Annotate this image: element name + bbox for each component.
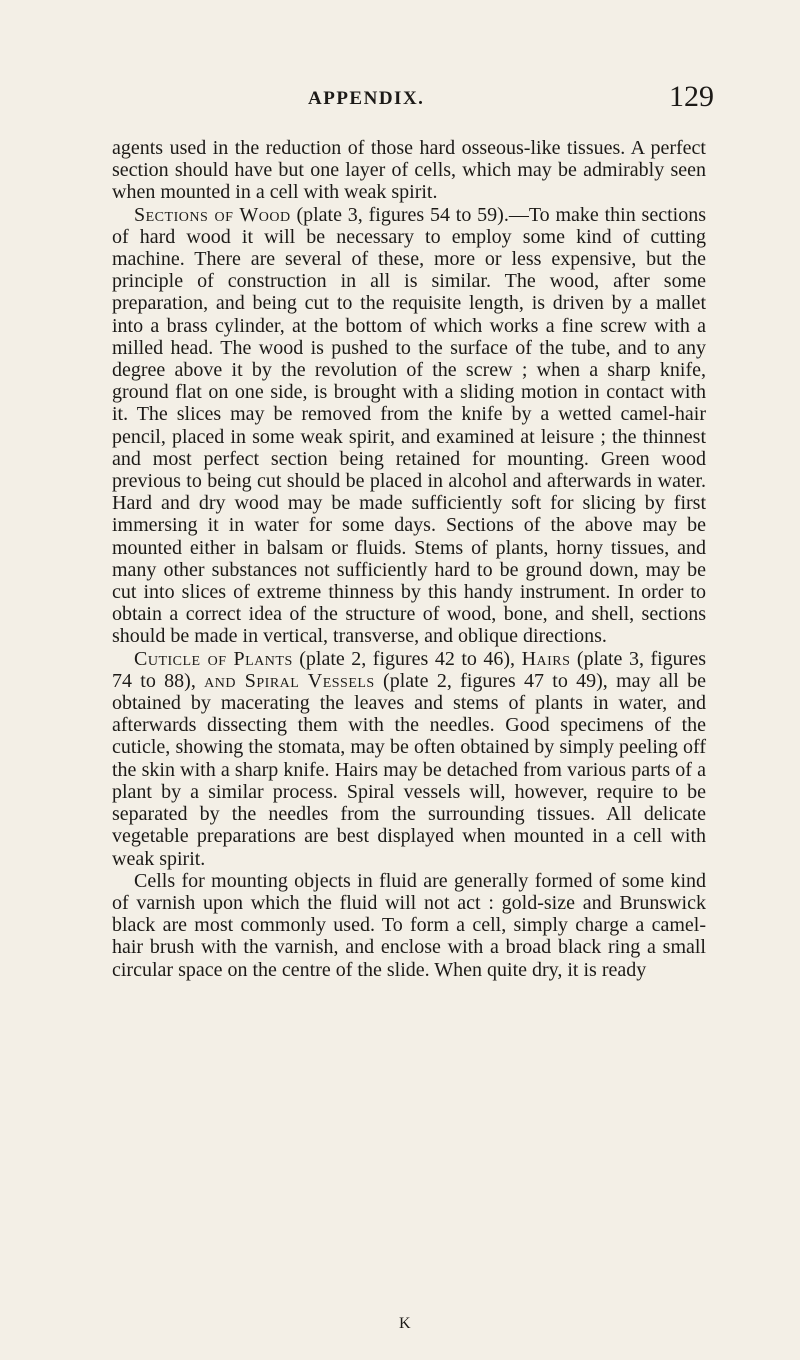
page-number: 129 xyxy=(669,80,714,113)
section-heading: Cuticle of Plants xyxy=(134,647,293,670)
section-heading: Sections of Wood xyxy=(134,203,291,226)
paragraph-sections-of-wood xyxy=(112,204,706,648)
body-text xyxy=(112,137,706,981)
signature-mark: K xyxy=(399,1315,411,1332)
paragraph-1 xyxy=(112,137,706,204)
paragraph-text: (plate 2, figures 47 to 49), may all be obtained by macerating the leaves and stems of plants in water, and afterwards dissecting them with the needles. Good specimens of the cuticle, showing the stomata, may be often obtained by simply peeling off the skin with a sharp knife. Hairs may be detached from various parts of a plant by a similar process. Spiral vessels will, however, require to be separated by the needles from the surrounding tissues. All delicate vegetable preparations are best displayed when mounted in a cell with weak spirit. xyxy=(112,669,707,870)
paragraph-cuticle-of-plants xyxy=(112,648,706,870)
paragraph-text: Cells for mounting objects in fluid are generally formed of some kind of varnish upon which the fluid will not act : gold-size and Brunswick black are most commonly used. To form a cell, simply charge a camel-hair brush with the varnish, and enclose with a broad black ring a small circular space on the centre of the slide. When quite dry, it is ready xyxy=(112,869,706,981)
paragraph-text: agents used in the reduction of those hard osseous-like tissues. A perfect section should have but one layer of cells, which may be admirably seen when mounted in a cell with weak spirit. xyxy=(112,137,706,204)
page-header xyxy=(112,80,720,126)
paragraph-text: (plate 3, figures 74 to 88), xyxy=(112,647,706,692)
section-heading: and Spiral Vessels xyxy=(204,669,375,692)
paragraph-text: (plate 3, figures 54 to 59).—To make thin sections of hard wood it will be necessary to employ some kind of cutting machine. There are several of these, more or less expensive, but the principle of construction in all is similar. The wood, after some preparation, and being cut to the requisite length, is driven by a mallet into a brass cylinder, at the bottom of which works a fine screw with a milled head. The wood is pushed to the surface of the tube, and to any degree above it by the revolution of the screw ; when a sharp knife, ground flat on one side, is brought with a sliding motion in contact with it. The slices may be removed from the knife by a wetted camel-hair pencil, placed in some weak spirit, and examined at leisure ; the thinnest and most perfect section being retained for mounting. Green wood previous to being cut should be placed in alcohol and afterwards in water. Hard and dry wood may be made sufficiently soft for slicing by first immersing it in water for some days. Sections of the above may be mounted either in balsam or fluids. Stems of plants, horny tissues, and many other substances not sufficiently hard to be ground down, may be cut into slices of extreme thinness by this handy instrument. In order to obtain a correct idea of the structure of wood, bone, and shell, sections should be made in vertical, transverse, and oblique directions. xyxy=(112,203,706,648)
running-head: APPENDIX. xyxy=(308,88,425,109)
section-heading: Hairs xyxy=(521,647,571,670)
paragraph-cells xyxy=(112,870,706,981)
paragraph-text: (plate 2, figures 42 to 46), xyxy=(292,647,522,670)
